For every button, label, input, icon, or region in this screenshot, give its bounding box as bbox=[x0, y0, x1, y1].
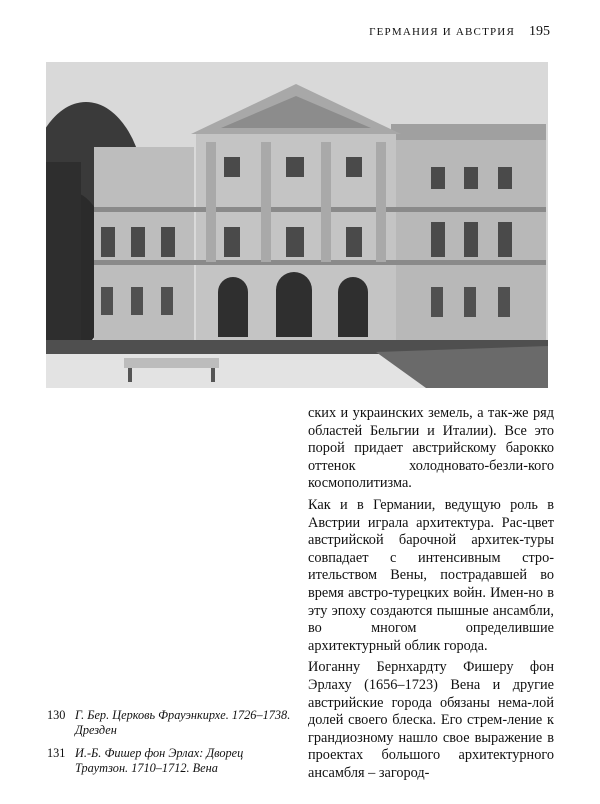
caption-text: Г. Бер. Церковь Фрауэнкирхе. 1726–1738. Дрезден bbox=[75, 708, 291, 738]
running-header bbox=[369, 24, 550, 40]
figure-captions bbox=[47, 708, 292, 784]
caption-number: 130 bbox=[47, 708, 66, 722]
palace-photograph bbox=[46, 62, 548, 388]
paragraph: ских и украинских земель, а так-же ряд областей Бельгии и Италии). Все это порой придает австрийскому барокко оттенок холодновато-безли-кого космополитизма. bbox=[308, 405, 554, 492]
page-number: 195 bbox=[529, 24, 550, 39]
figure-caption bbox=[47, 708, 292, 739]
caption-text: И.-Б. Фишер фон Эрлах: Дворец Траутзон. 1710–1712. Вена bbox=[75, 745, 244, 776]
body-text bbox=[308, 405, 554, 786]
section-title: ГЕРМАНИЯ И АВСТРИЯ bbox=[369, 26, 515, 38]
paragraph: Иоганну Бернхардту Фишеру фон Эрлаху (1656–1723) Вена и другие австрийские города обязаны нема-лой долей своего блеска. Его стрем-ление к грандиозному нашло свое выражение в проектах большого архитектурного ансамбля – загород- bbox=[308, 659, 554, 781]
caption-number: 131 bbox=[47, 745, 66, 760]
figure-caption bbox=[47, 746, 292, 777]
paragraph: Как и в Германии, ведущую роль в Австрии играла архитектура. Рас-цвет австрийской барочной архитек-туры совпадает с интенсивным стро-ительством Вены, пострадавшей во время австро-турецких войн. Имен-но в эту эпоху создаются пышные ансамбли, во многом определившие архитектурный облик города. bbox=[308, 496, 554, 654]
